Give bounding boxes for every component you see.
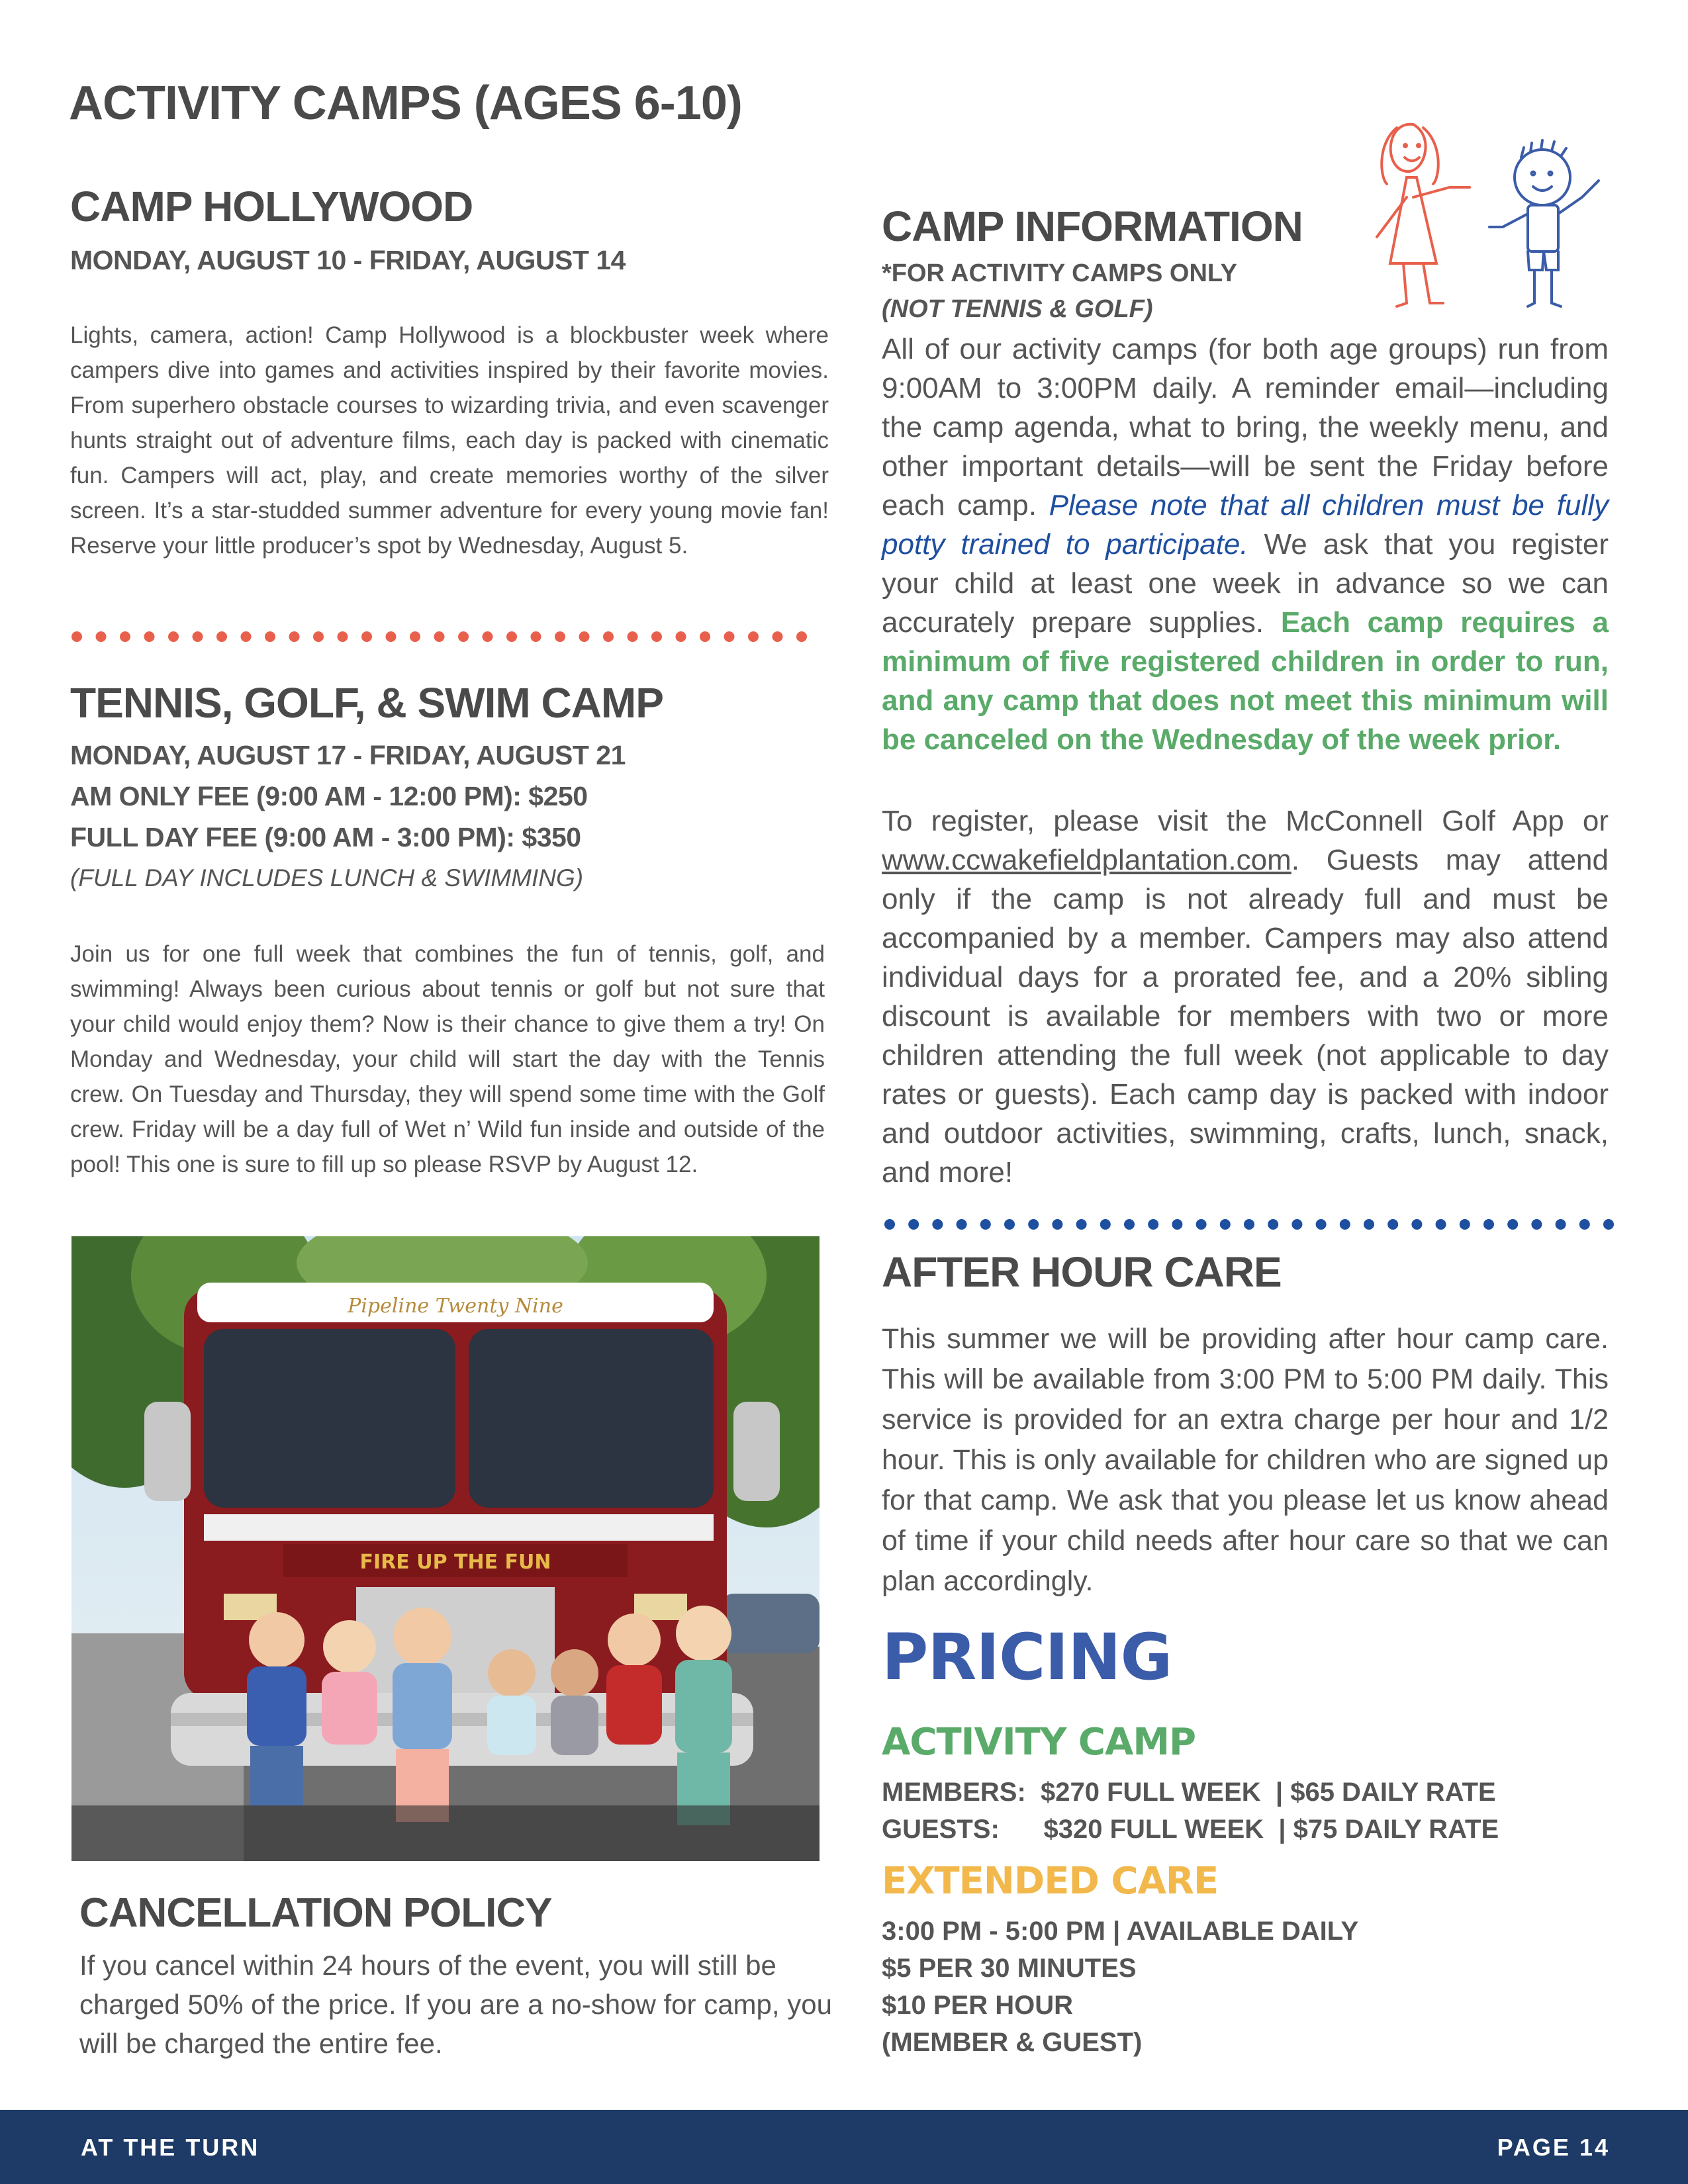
divider-dot bbox=[1172, 1219, 1182, 1230]
divider-dot bbox=[908, 1219, 919, 1230]
camp-info-subtitle-1: *FOR ACTIVITY CAMPS ONLY bbox=[882, 259, 1237, 287]
camp-information-title: CAMP INFORMATION bbox=[882, 203, 1303, 250]
members-pricing: MEMBERS: $270 FULL WEEK | $65 DAILY RATE bbox=[882, 1778, 1496, 1807]
divider-dot bbox=[1268, 1219, 1278, 1230]
divider-dot bbox=[458, 631, 469, 642]
tennis-full-day-note: (FULL DAY INCLUDES LUNCH & SWIMMING) bbox=[70, 864, 584, 891]
divider-dot bbox=[724, 631, 735, 642]
divider-dot bbox=[193, 631, 203, 642]
footer-publication-name: AT THE TURN bbox=[81, 2134, 260, 2161]
divider-dot bbox=[1531, 1219, 1542, 1230]
camp-hollywood-title: CAMP HOLLYWOOD bbox=[70, 183, 473, 230]
divider-dot bbox=[1556, 1219, 1566, 1230]
minimum-enrollment-note: Each camp requires a minimum of five registered children in order to run, and any camp that does not meet this minimum will be canceled on the Wednesday of the week prior. bbox=[882, 606, 1609, 756]
fire-truck-photo bbox=[71, 1236, 820, 1861]
activity-camp-pricing-title: ACTIVITY CAMP bbox=[882, 1721, 1196, 1764]
divider-dot bbox=[434, 631, 445, 642]
tennis-camp-dates: MONDAY, AUGUST 17 - FRIDAY, AUGUST 21 bbox=[70, 740, 626, 770]
divider-dot bbox=[1220, 1219, 1231, 1230]
divider-dot bbox=[1076, 1219, 1087, 1230]
divider-dot bbox=[241, 631, 252, 642]
divider-dot bbox=[1196, 1219, 1207, 1230]
camp-hollywood-dates: MONDAY, AUGUST 10 - FRIDAY, AUGUST 14 bbox=[70, 245, 626, 275]
divider-dot bbox=[361, 631, 372, 642]
divider-dot bbox=[144, 631, 155, 642]
divider-dot bbox=[1483, 1219, 1494, 1230]
divider-dot bbox=[628, 631, 638, 642]
camp-info-text: We ask that you register your child at least one week in advance so we can accurately prepare supplies. bbox=[882, 528, 1609, 639]
divider-dot bbox=[168, 631, 179, 642]
extended-care-half-hour-rate: $5 PER 30 MINUTES bbox=[882, 1954, 1137, 1983]
after-hour-care-title: AFTER HOUR CARE bbox=[882, 1248, 1282, 1296]
register-text: . Guests may attend only if the camp is not already full and must be accompanied by a member. Campers may also attend individual days for a prorated fee, and a 20% sibling discount is available for members with two or more children attending the full week (not applicable to day rates or guests). Each camp day is packed with indoor and outdoor activities, swimming, crafts, lunch, snack, and more! bbox=[882, 844, 1609, 1189]
camp-info-paragraph-1 bbox=[882, 330, 1609, 759]
tennis-camp-description: Join us for one full week that combines the fun of tennis, golf, and swimming! Always been curious about tennis or golf but not sure that your child would enjoy them? Now is their chance to give them a try! On Monday and Wednesday, your child will start the day with the Tennis crew. On Tuesday and Thursday, they will spend some time with the Golf crew. Friday will be a day full of Wet n’ Wild fun inside and outside of the pool! This one is sure to fill up so please RSVP by August 12. bbox=[70, 941, 825, 1177]
blue-dotted-divider bbox=[883, 1216, 1618, 1232]
divider-dot bbox=[1291, 1219, 1302, 1230]
divider-dot bbox=[410, 631, 420, 642]
divider-dot bbox=[579, 631, 590, 642]
divider-dot bbox=[506, 631, 517, 642]
guests-pricing: GUESTS: $320 FULL WEEK | $75 DAILY RATE bbox=[882, 1815, 1499, 1844]
divider-dot bbox=[1052, 1219, 1062, 1230]
kids-stick-figures-illustration bbox=[1350, 105, 1615, 316]
camp-info-paragraph-2 bbox=[882, 801, 1609, 1192]
page-title: ACTIVITY CAMPS (AGES 6-10) bbox=[69, 77, 742, 130]
divider-dot bbox=[71, 631, 82, 642]
camp-info-subtitle-2: (NOT TENNIS & GOLF) bbox=[882, 295, 1153, 323]
pricing-title: PRICING bbox=[882, 1620, 1172, 1694]
divider-dot bbox=[980, 1219, 991, 1230]
potty-trained-note: Please note that all children must be fully potty trained to participate. bbox=[882, 489, 1609, 561]
divider-dot bbox=[1124, 1219, 1135, 1230]
divider-dot bbox=[1436, 1219, 1446, 1230]
extended-care-title: EXTENDED CARE bbox=[882, 1860, 1219, 1903]
divider-dot bbox=[265, 631, 275, 642]
divider-dot bbox=[96, 631, 107, 642]
divider-dot bbox=[1387, 1219, 1398, 1230]
tennis-camp-title: TENNIS, GOLF, & SWIM CAMP bbox=[70, 679, 663, 727]
cancellation-text: If you cancel within 24 hours of the event, you will still be charged 50% of the price. If you are a no-show for camp, you will be charged the entire fee. bbox=[79, 1950, 832, 2059]
divider-dot bbox=[700, 631, 710, 642]
divider-dot bbox=[1411, 1219, 1422, 1230]
divider-dot bbox=[773, 631, 783, 642]
divider-dot bbox=[555, 631, 565, 642]
divider-dot bbox=[748, 631, 759, 642]
camp-info-text: All of our activity camps (for both age groups) run from 9:00AM to 3:00PM daily. A reminder email—including the camp agenda, what to bring, the weekly menu, and other important details—will be sent the Friday before each camp. bbox=[882, 333, 1609, 522]
divider-dot bbox=[1364, 1219, 1374, 1230]
extended-care-hour-rate: $10 PER HOUR bbox=[882, 1991, 1073, 2020]
footer-page-number: PAGE 14 bbox=[1497, 2134, 1610, 2161]
divider-dot bbox=[483, 631, 493, 642]
website-link[interactable]: www.ccwakefieldplantation.com bbox=[882, 844, 1291, 876]
cancellation-title: CANCELLATION POLICY bbox=[79, 1890, 552, 1936]
camp-hollywood-description: Lights, camera, action! Camp Hollywood is a blockbuster week where campers dive into games and activities inspired by their favorite movies. From superhero obstacle courses to wizarding trivia, and even scavenger hunts straight out of adventure films, each day is packed with cinematic fun. Campers will act, play, and create memories worthy of the silver screen. It’s a star-studded summer adventure for every young movie fan! Reserve your little producer’s spot by Wednesday, August 5. bbox=[70, 322, 829, 559]
divider-dot bbox=[289, 631, 300, 642]
divider-dot bbox=[216, 631, 227, 642]
divider-dot bbox=[1507, 1219, 1518, 1230]
truck-banner-text: FIRE UP THE FUN bbox=[359, 1551, 551, 1574]
tennis-am-fee: AM ONLY FEE (9:00 AM - 12:00 PM): $250 bbox=[70, 781, 588, 811]
divider-dot bbox=[1460, 1219, 1470, 1230]
after-hour-care-text: This summer we will be providing after hour camp care. This will be available from 3:00 PM to 5:00 PM daily. This service is provided for an extra charge per hour and 1/2 hour. This is only available for children who are signed up for that camp. We ask that you please let us know ahead of time if your child needs after hour care so that we can plan accordingly. bbox=[882, 1323, 1609, 1597]
divider-dot bbox=[313, 631, 324, 642]
divider-dot bbox=[603, 631, 614, 642]
divider-dot bbox=[1579, 1219, 1590, 1230]
divider-dot bbox=[1004, 1219, 1015, 1230]
divider-dot bbox=[932, 1219, 943, 1230]
extended-care-eligibility: (MEMBER & GUEST) bbox=[882, 2028, 1143, 2057]
divider-dot bbox=[1340, 1219, 1350, 1230]
divider-dot bbox=[338, 631, 348, 642]
divider-dot bbox=[676, 631, 686, 642]
register-text: To register, please visit the McConnell Golf App or bbox=[882, 805, 1609, 837]
divider-dot bbox=[1603, 1219, 1614, 1230]
divider-dot bbox=[1316, 1219, 1327, 1230]
divider-dot bbox=[386, 631, 397, 642]
divider-dot bbox=[796, 631, 807, 642]
divider-dot bbox=[1148, 1219, 1158, 1230]
divider-dot bbox=[1028, 1219, 1039, 1230]
divider-dot bbox=[120, 631, 130, 642]
divider-dot bbox=[1100, 1219, 1111, 1230]
tennis-full-fee: FULL DAY FEE (9:00 AM - 3:00 PM): $350 bbox=[70, 822, 581, 852]
divider-dot bbox=[1244, 1219, 1254, 1230]
divider-dot bbox=[651, 631, 662, 642]
divider-dot bbox=[531, 631, 541, 642]
footer-bar bbox=[0, 2110, 1688, 2184]
truck-script-text: Pipeline Twenty Nine bbox=[348, 1295, 563, 1318]
divider-dot bbox=[957, 1219, 967, 1230]
red-dotted-divider bbox=[70, 629, 812, 645]
divider-dot bbox=[884, 1219, 895, 1230]
extended-care-hours: 3:00 PM - 5:00 PM | AVAILABLE DAILY bbox=[882, 1917, 1359, 1946]
